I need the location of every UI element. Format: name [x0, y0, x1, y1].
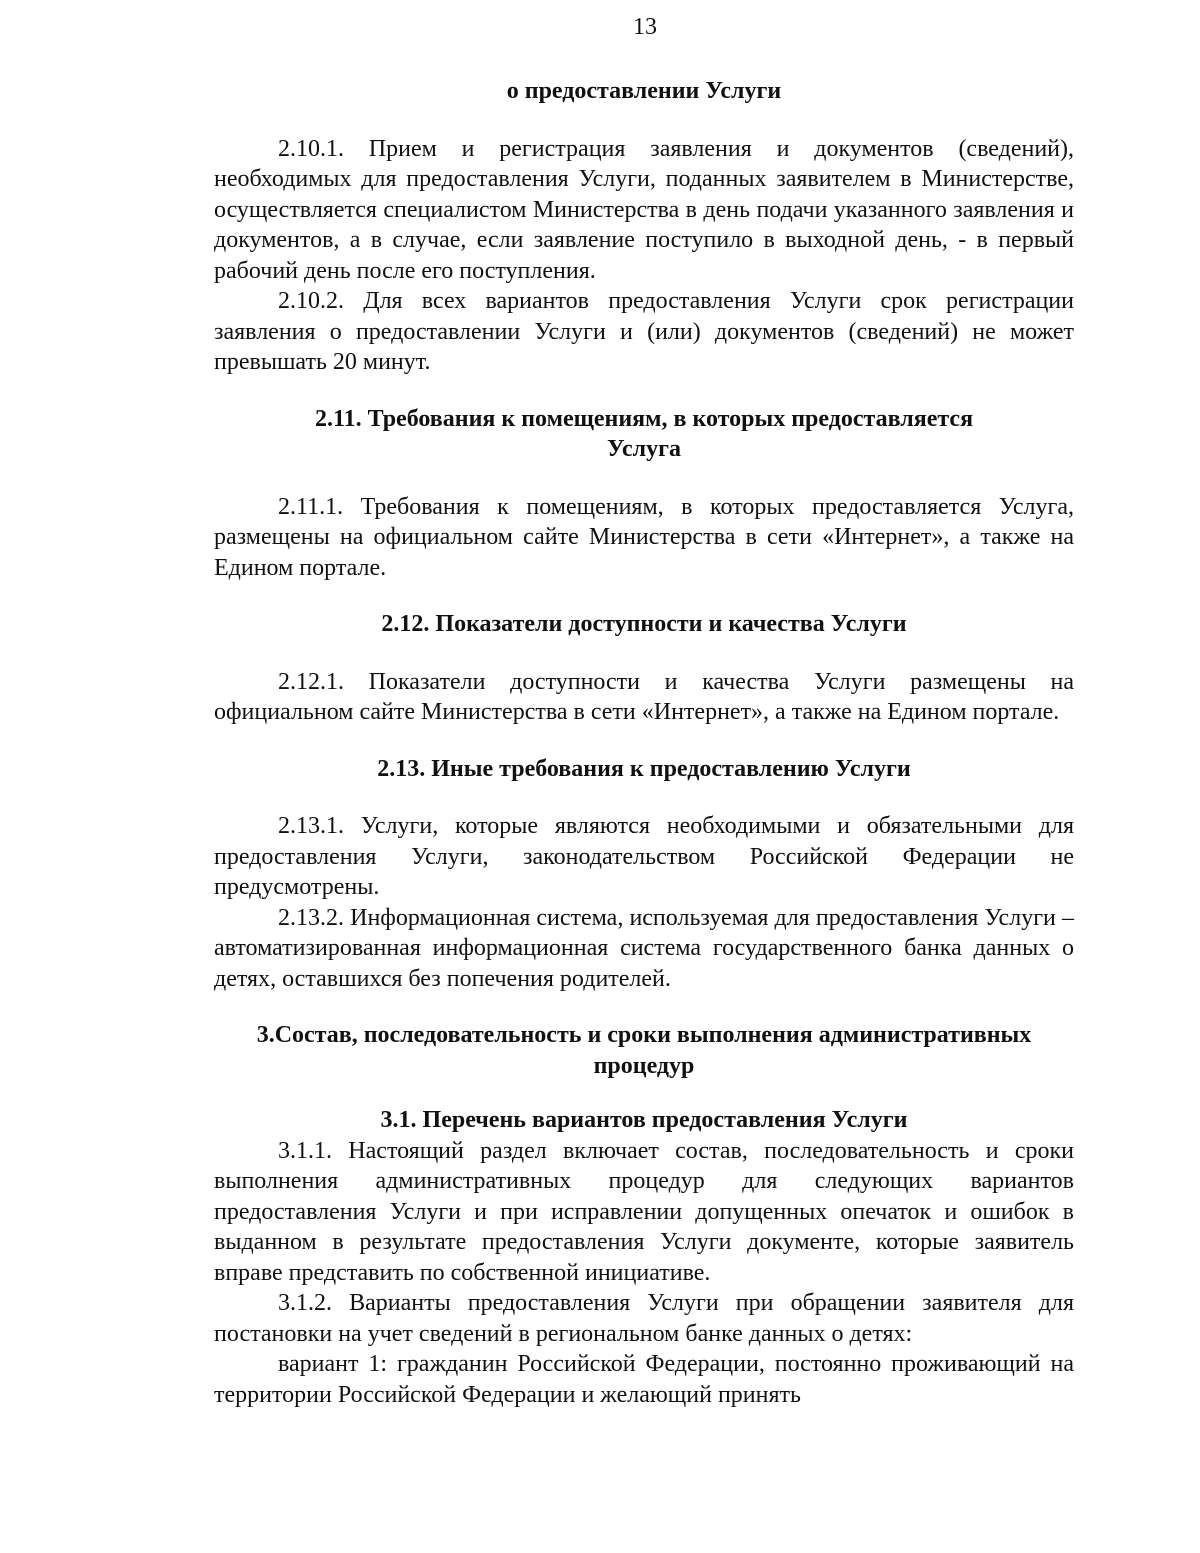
paragraph-2-13-1: 2.13.1. Услуги, которые являются необходимыми и обязательными для предоставления Услуги, законодательством Российской Федерации не предусмотрены.	[214, 813, 1074, 900]
section-heading-continuation: о предоставлении Услуги	[506, 78, 782, 104]
section-heading-2-11: 2.11. Требования к помещениям, в которых предоставляется Услуга	[314, 405, 974, 462]
paragraph-3-1-1: 3.1.1. Настоящий раздел включает состав, последовательность и сроки выполнения административных процедур для следующих вариантов предоставления Услуги и при исправлении допущенных опечаток и ошибок в выданном в результате предоставления Услуги документе, которые заявитель вправе представить по собственной инициативе.	[214, 1137, 1074, 1286]
paragraph-variant-1: вариант 1: гражданин Российской Федерации, постоянно проживающий на территории Российской Федерации и желающий принять	[214, 1351, 1074, 1408]
paragraph-2-10-2: 2.10.2. Для всех вариантов предоставления Услуги срок регистрации заявления о предоставлении Услуги и (или) документов (сведений) не может превышать 20 минут.	[214, 288, 1074, 375]
section-heading-2-12: 2.12. Показатели доступности и качества Услуги	[381, 611, 907, 637]
section-heading-2-13: 2.13. Иные требования к предоставлению Услуги	[377, 755, 911, 782]
paragraph-2-12-1: 2.12.1. Показатели доступности и качества Услуги размещены на официальном сайте Министерства в сети «Интернет», а также на Едином портале.	[214, 668, 1074, 725]
paragraph-3-1-2: 3.1.2. Варианты предоставления Услуги при обращении заявителя для постановки на учет сведений в региональном банке данных о детях:	[214, 1290, 1074, 1347]
page-number: 13	[633, 14, 657, 40]
section-heading-3-1: 3.1. Перечень вариантов предоставления Услуги	[380, 1107, 908, 1133]
paragraph-2-13-2: 2.13.2. Информационная система, используемая для предоставления Услуги – автоматизированная информационная система государственного банка данных о детях, оставшихся без попечения родителей.	[214, 904, 1074, 992]
paragraph-2-11-1: 2.11.1. Требования к помещениям, в которых предоставляется Услуга, размещены на официальном сайте Министерства в сети «Интернет», а также на Едином портале.	[214, 493, 1074, 581]
chapter-heading-3: 3.Состав, последовательность и сроки выполнения административных процедур	[256, 1022, 1032, 1079]
document-body	[214, 76, 1074, 1410]
paragraph-2-10-1: 2.10.1. Прием и регистрация заявления и документов (сведений), необходимых для предоставления Услуги, поданных заявителем в Министерстве, осуществляется специалистом Министерства в день подачи указанного заявления и документов, а в случае, если заявление поступило в выходной день, - в первый рабочий день после его поступления.	[214, 135, 1074, 284]
